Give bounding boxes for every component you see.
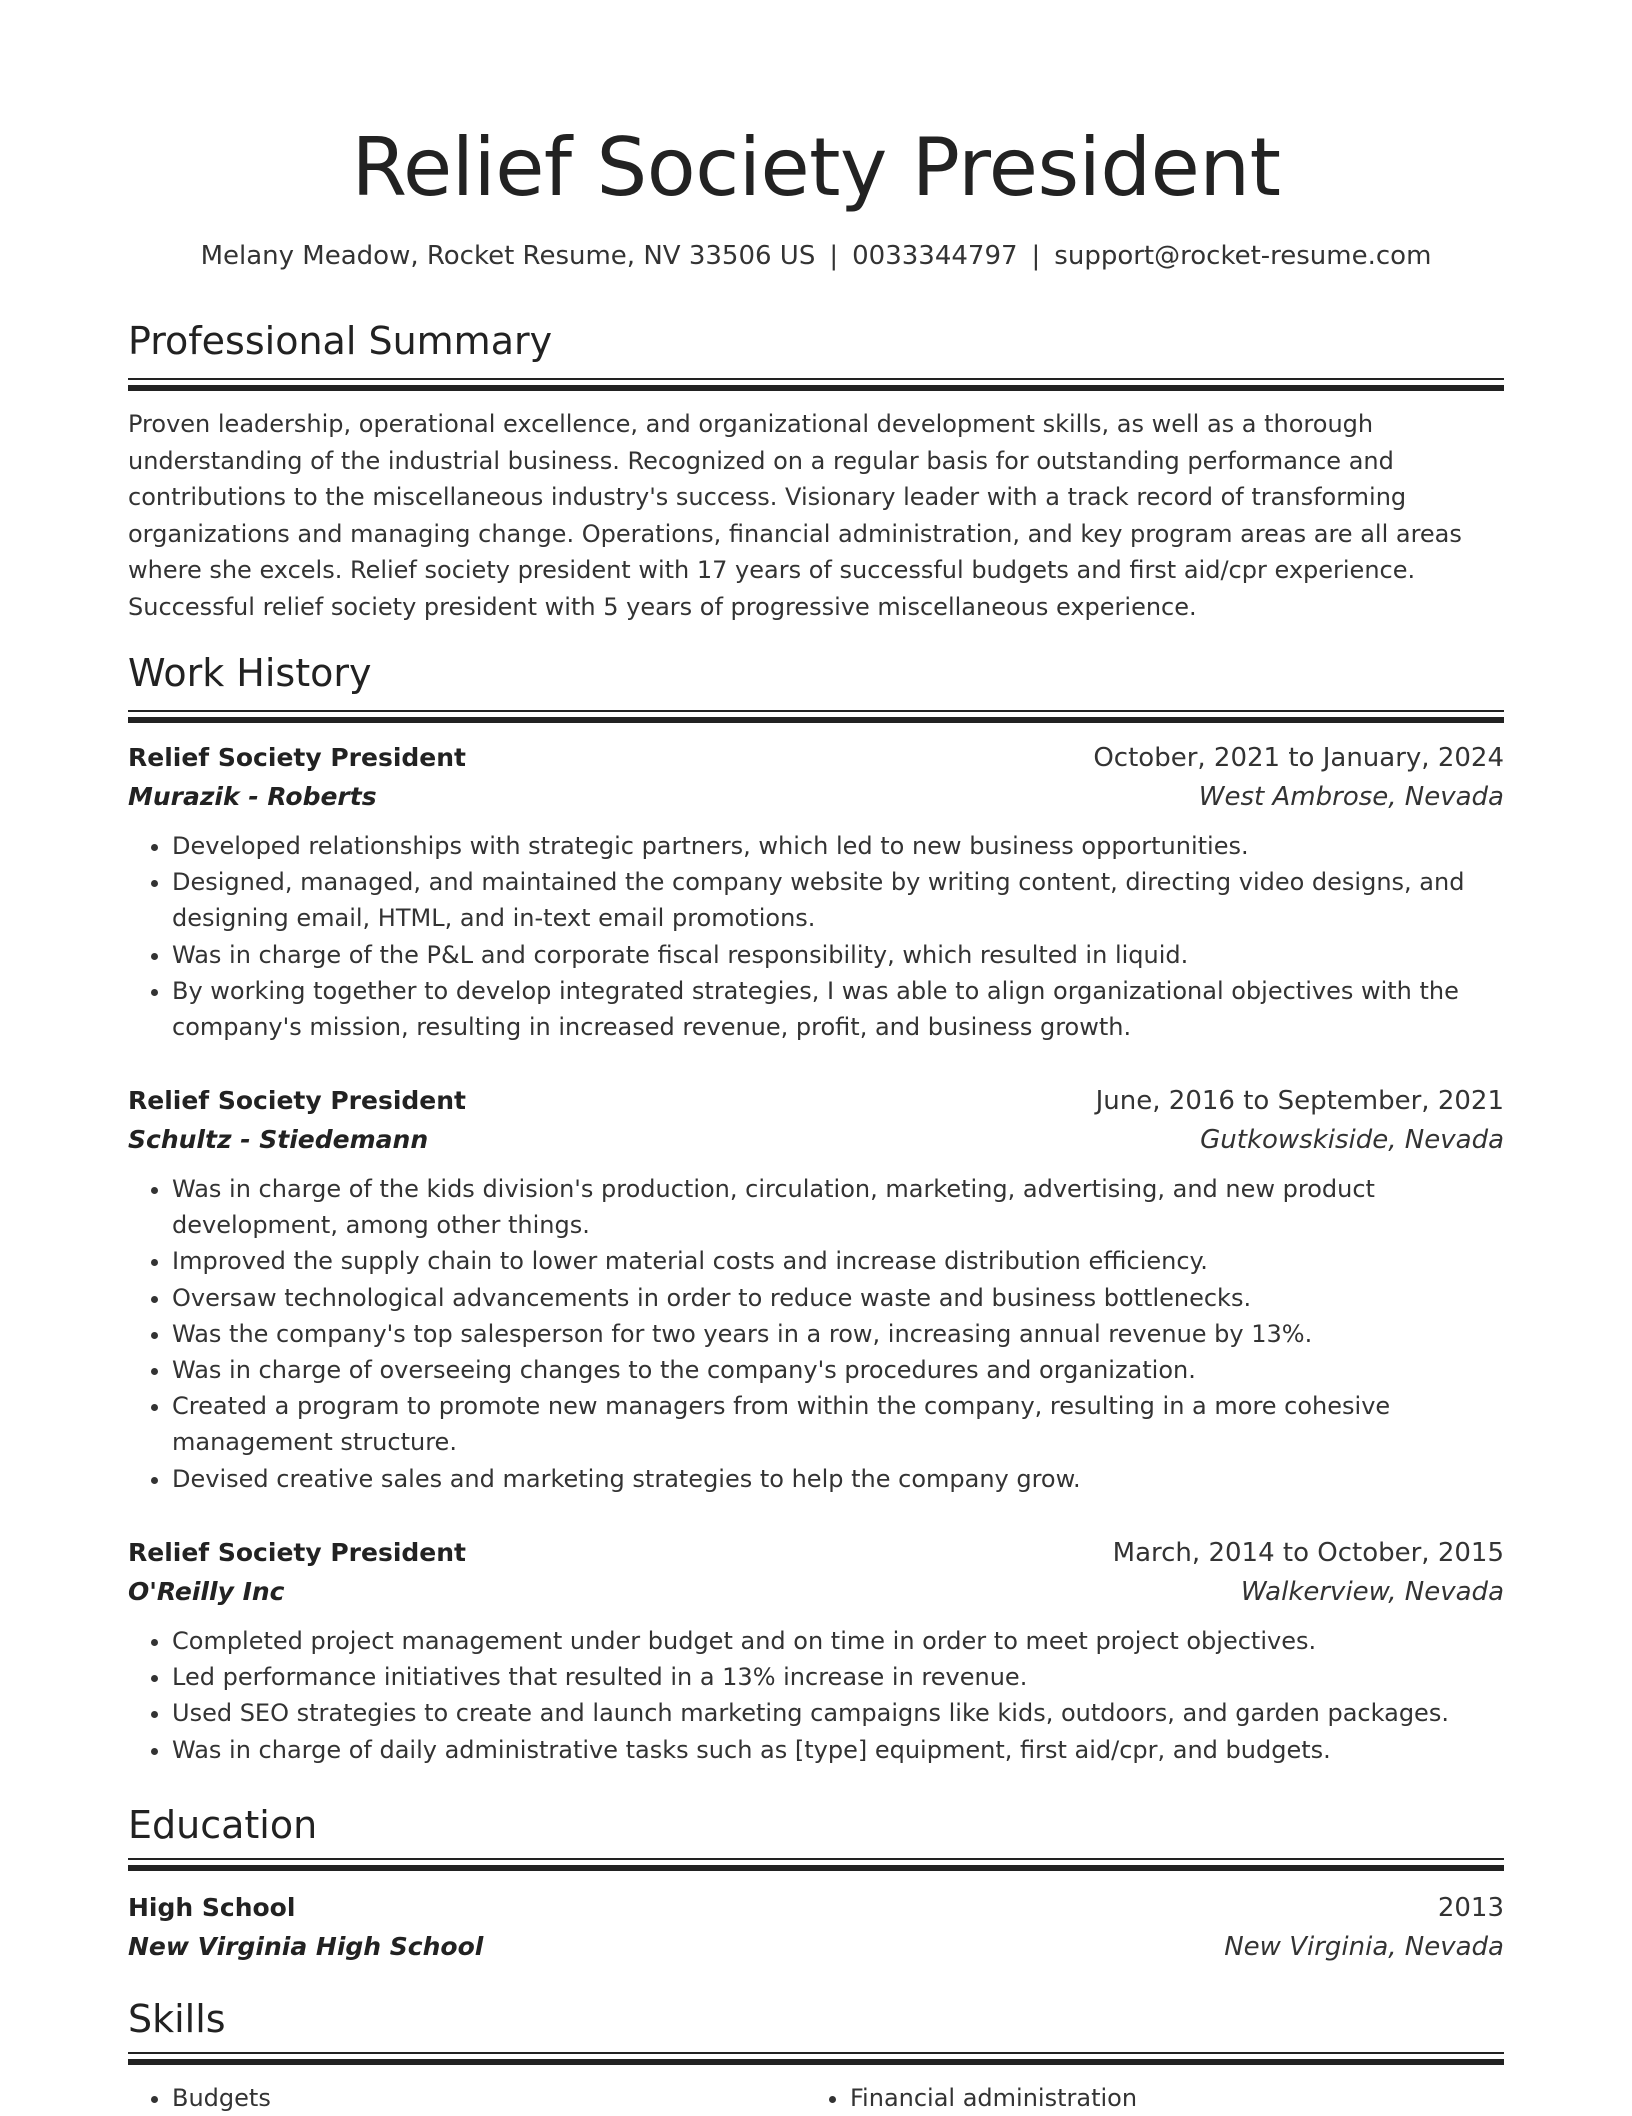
education-degree: High School xyxy=(128,1893,296,1922)
list-item: • Was the company's top salesperson for two years in a row, increasing annual revenue by 13%. xyxy=(172,1316,1504,1352)
skills-column-right xyxy=(806,2080,1484,2116)
skills-heading: Skills xyxy=(128,1997,226,2041)
job-entry xyxy=(128,738,1504,1045)
job-location: Walkerview, Nevada xyxy=(1240,1577,1504,1607)
education-school: New Virginia High School xyxy=(128,1932,484,1961)
job-employer: Schultz - Stiedemann xyxy=(128,1125,429,1154)
list-item: • Was in charge of daily administrative tasks such as [type] equipment, first aid/cpr, and budgets. xyxy=(172,1732,1504,1768)
list-item: • Designed, managed, and maintained the company website by writing content, directing video designs, and designing email, HTML, and in-text email promotions. xyxy=(172,864,1504,936)
list-item: • Devised creative sales and marketing strategies to help the company grow. xyxy=(172,1461,1504,1497)
job-dates: March, 2014 to October, 2015 xyxy=(1112,1538,1504,1568)
summary-text: Proven leadership, operational excellence, and organizational development skills, as well as a thorough understanding of the industrial business. Recognized on a regular basis for outstanding performance and contributions to the miscellaneous industry's success. Visionary leader with a track record of transforming organizations and managing change. Operations, financial administration, and key program areas are all areas where she excels. Relief society president with 17 years of successful budgets and first aid/cpr experience. Successful relief society president with 5 years of progressive miscellaneous experience. xyxy=(128,410,1462,621)
list-item: • Improved the supply chain to lower material costs and increase distribution efficiency. xyxy=(172,1243,1504,1279)
section-divider xyxy=(128,710,1504,724)
skills-list xyxy=(128,2080,1504,2116)
list-item: • Developed relationships with strategic partners, which led to new business opportunities. xyxy=(172,828,1504,864)
list-item: • Was in charge of the kids division's production, circulation, marketing, advertising, and new product development, among other things. xyxy=(172,1171,1504,1243)
list-item: • Oversaw technological advancements in order to reduce waste and business bottlenecks. xyxy=(172,1280,1504,1316)
skill-item: • Budgets xyxy=(172,2080,806,2116)
list-item: • Led performance initiatives that resulted in a 13% increase in revenue. xyxy=(172,1659,1504,1695)
job-bullets xyxy=(128,1623,1504,1768)
education-location: New Virginia, Nevada xyxy=(1224,1932,1504,1962)
section-divider xyxy=(128,2052,1504,2066)
contact-separator: | xyxy=(829,241,839,271)
contact-separator: | xyxy=(1031,241,1041,271)
work-history-heading: Work History xyxy=(128,651,372,695)
job-location: West Ambrose, Nevada xyxy=(1198,782,1504,812)
job-entry xyxy=(128,1533,1504,1768)
contact-phone: 0033344797 xyxy=(852,241,1018,271)
education-entry xyxy=(128,1888,1504,1966)
education-year: 2013 xyxy=(1437,1893,1504,1923)
section-divider xyxy=(128,1858,1504,1872)
job-employer: O'Reilly Inc xyxy=(128,1577,285,1606)
list-item: • Completed project management under budget and on time in order to meet project objectives. xyxy=(172,1623,1504,1659)
skill-item: • Financial administration xyxy=(850,2080,1484,2116)
job-title: Relief Society President xyxy=(128,1538,467,1567)
contact-line xyxy=(128,238,1504,274)
job-dates: October, 2021 to January, 2024 xyxy=(1093,743,1504,773)
job-location: Gutkowskiside, Nevada xyxy=(1200,1125,1504,1155)
job-bullets xyxy=(128,828,1504,1045)
skills-column-left xyxy=(128,2080,806,2116)
contact-address: Melany Meadow, Rocket Resume, NV 33506 US xyxy=(200,241,816,271)
list-item: • Was in charge of the P&L and corporate fiscal responsibility, which resulted in liquid. xyxy=(172,937,1504,973)
list-item: • Created a program to promote new managers from within the company, resulting in a more cohesive management structure. xyxy=(172,1388,1504,1460)
list-item: • By working together to develop integrated strategies, I was able to align organizational objectives with the company's mission, resulting in increased revenue, profit, and business growth. xyxy=(172,973,1504,1045)
job-title: Relief Society President xyxy=(128,1086,467,1115)
list-item: • Used SEO strategies to create and launch marketing campaigns like kids, outdoors, and garden packages. xyxy=(172,1695,1504,1731)
section-divider xyxy=(128,378,1504,392)
job-entry xyxy=(128,1081,1504,1497)
list-item: • Was in charge of overseeing changes to the company's procedures and organization. xyxy=(172,1352,1504,1388)
contact-email: support@rocket-resume.com xyxy=(1054,241,1432,271)
education-heading: Education xyxy=(128,1803,318,1847)
resume-name: Relief Society President xyxy=(351,121,1281,214)
job-employer: Murazik - Roberts xyxy=(128,782,377,811)
job-bullets xyxy=(128,1171,1504,1497)
summary-heading: Professional Summary xyxy=(128,319,553,363)
job-title: Relief Society President xyxy=(128,743,467,772)
job-dates: June, 2016 to September, 2021 xyxy=(1095,1086,1504,1116)
